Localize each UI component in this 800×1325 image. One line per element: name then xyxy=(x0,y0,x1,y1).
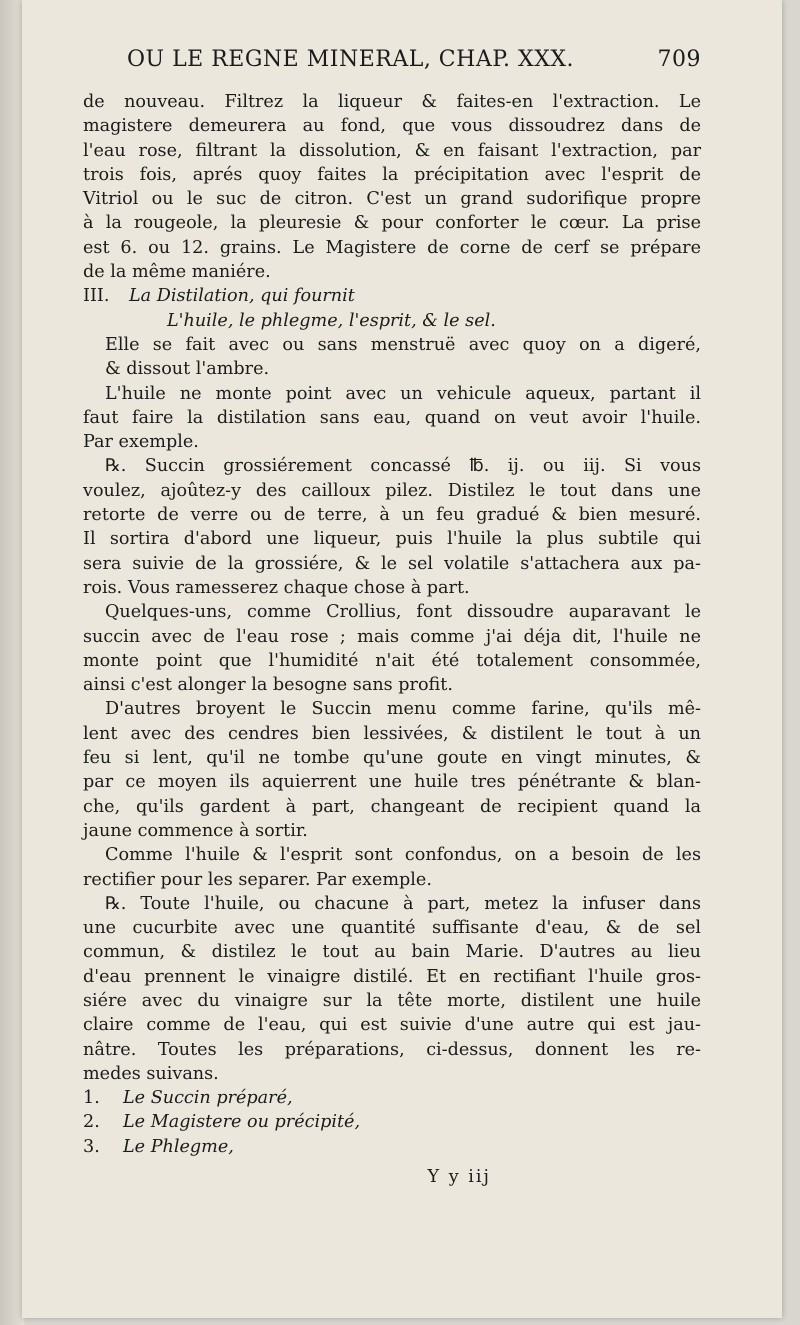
text-line: faut faire la distilation sans eau, quand on veut avoir l'huile. xyxy=(83,407,701,428)
list-item xyxy=(83,1086,701,1110)
text-line: ℞. Succin grossiérement concassé ℔. ij. ou iij. Si vous xyxy=(105,456,701,477)
paragraph xyxy=(83,843,701,892)
opening-paragraph xyxy=(83,90,701,284)
signature-text: Y y iij xyxy=(427,1167,491,1188)
list-number: 1. xyxy=(83,1088,100,1109)
paragraph xyxy=(83,333,701,382)
text-line: monte point que l'humidité n'ait été totalement consommée, xyxy=(83,650,701,671)
text-line: feu si lent, qu'il ne tombe qu'une goute en vingt minutes, & xyxy=(83,748,701,769)
list-item xyxy=(83,1135,701,1159)
text-line: magistere demeurera au fond, que vous dissoudrez dans de xyxy=(83,116,701,137)
text-line: à la rougeole, la pleuresie & pour conforter le cœur. La prise xyxy=(83,213,701,234)
paragraph xyxy=(83,600,701,697)
text-line: L'huile ne monte point avec un vehicule aqueux, partant il xyxy=(105,383,701,404)
text-line: Quelques-uns, comme Crollius, font dissoudre auparavant le xyxy=(105,602,701,623)
list-number: 2. xyxy=(83,1112,100,1133)
text-line: siére avec du vinaigre sur la tête morte, distilent une huile xyxy=(83,990,701,1011)
text-line: l'eau rose, filtrant la dissolution, & en faisant l'extraction, par xyxy=(83,140,701,161)
text-line: trois fois, aprés quoy faites la précipitation avec l'esprit de xyxy=(83,164,701,185)
signature-mark xyxy=(83,1165,701,1189)
text-line: est 6. ou 12. grains. Le Magistere de corne de cerf se prépare xyxy=(83,237,701,258)
section-title-line2: L'huile, le phlegme, l'esprit, & le sel. xyxy=(167,310,496,331)
text-line: & dissout l'ambre. xyxy=(105,359,270,380)
page-number: 709 xyxy=(657,47,701,72)
paragraph xyxy=(83,697,701,843)
text-line: lent avec des cendres bien lessivées, & distilent le tout à un xyxy=(83,723,701,744)
text-line: une cucurbite avec une quantité suffisante d'eau, & de sel xyxy=(83,918,701,939)
recipe-paragraph xyxy=(83,892,701,1086)
text-line: Il sortira d'abord une liqueur, puis l'huile la plus subtile qui xyxy=(83,529,701,550)
text-line: Vitriol ou le suc de citron. C'est un grand sudorifique propre xyxy=(83,189,701,210)
page-text-block xyxy=(83,48,701,1189)
text-line: rectifier pour les separer. Par exemple. xyxy=(83,869,432,890)
text-line: de la même maniére. xyxy=(83,262,271,283)
section-number: III. xyxy=(83,286,110,307)
text-line: Par exemple. xyxy=(83,432,199,453)
text-line: nâtre. Toutes les préparations, ci-dessus, donnent les re- xyxy=(83,1039,701,1060)
text-line: succin avec de l'eau rose ; mais comme j'ai déja dit, l'huile ne xyxy=(83,626,701,647)
text-line: Comme l'huile & l'esprit sont confondus, on a besoin de les xyxy=(105,845,701,866)
recipe-paragraph xyxy=(83,454,701,600)
text-line: D'autres broyent le Succin menu comme farine, qu'ils mê- xyxy=(105,699,701,720)
text-line: jaune commence à sortir. xyxy=(83,820,308,841)
text-line: retorte de verre ou de terre, à un feu gradué & bien mesuré. xyxy=(83,505,701,526)
text-line: rois. Vous ramesserez chaque chose à part. xyxy=(83,577,470,598)
running-title: OU LE REGNE MINERAL, CHAP. XXX. xyxy=(127,47,575,72)
text-line: d'eau prennent le vinaigre distilé. Et en rectifiant l'huile gros- xyxy=(83,966,701,987)
text-line: de nouveau. Filtrez la liqueur & faites-en l'extraction. Le xyxy=(83,92,701,112)
paragraph xyxy=(83,382,701,455)
text-line: sera suivie de la grossiére, & le sel volatile s'attachera aux pa- xyxy=(83,553,701,574)
text-line: Elle se fait avec ou sans menstruë avec quoy on a digeré, xyxy=(105,334,701,355)
page-header xyxy=(83,48,701,90)
text-line: par ce moyen ils aquierrent une huile tres pénétrante & blan- xyxy=(83,772,701,793)
list-text: Le Magistere ou précipité, xyxy=(123,1112,361,1133)
text-line: ainsi c'est alonger la besogne sans profit. xyxy=(83,675,453,696)
book-page xyxy=(22,0,782,1318)
text-line: medes suivans. xyxy=(83,1063,219,1084)
text-line: che, qu'ils gardent à part, changeant de recipient quand la xyxy=(83,796,701,817)
list-text: Le Succin préparé, xyxy=(123,1088,293,1109)
list-text: Le Phlegme, xyxy=(123,1136,234,1157)
list-number: 3. xyxy=(83,1136,100,1157)
text-line: ℞. Toute l'huile, ou chacune à part, metez la infuser dans xyxy=(105,893,701,914)
remedies-list xyxy=(83,1086,701,1159)
text-line: claire comme de l'eau, qui est suivie d'une autre qui est jau- xyxy=(83,1015,701,1036)
text-line: commun, & distilez le tout au bain Marie. D'autres au lieu xyxy=(83,942,701,963)
text-line: voulez, ajoûtez-y des cailloux pilez. Distilez le tout dans une xyxy=(83,480,701,501)
page-edge xyxy=(0,0,24,1325)
section-heading xyxy=(83,284,701,308)
list-item xyxy=(83,1110,701,1134)
section-title-line1: La Distilation, qui fournit xyxy=(129,286,355,307)
